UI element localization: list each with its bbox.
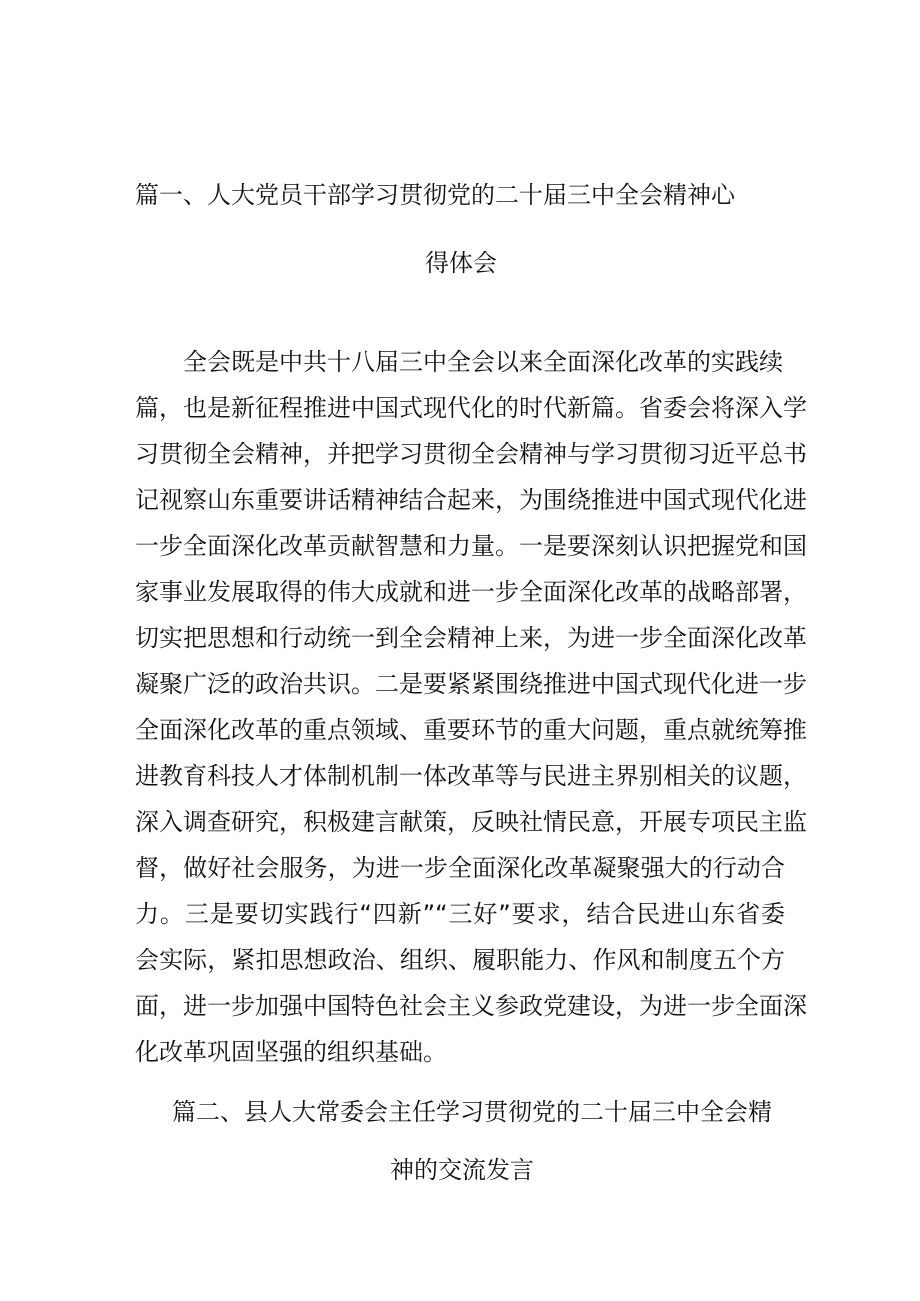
section-2-heading-line-2: 神的交流发言 xyxy=(390,1156,534,1184)
paragraph-line: 全会既是中共十八届三中全会以来全面深化改革的实践续 xyxy=(183,348,783,376)
paragraph-line: 习贯彻全会精神，并把学习贯彻全会精神与学习贯彻习近平总书 xyxy=(135,440,807,468)
paragraph-line: 全面深化改革的重点领域、重要环节的重大问题，重点就统筹推 xyxy=(135,716,807,744)
paragraph-line: 篇，也是新征程推进中国式现代化的时代新篇。省委会将深入学 xyxy=(135,394,807,422)
section-1-heading-line-2: 得体会 xyxy=(425,249,497,277)
paragraph-line: 面，进一步加强中国特色社会主义参政党建设，为进一步全面深 xyxy=(135,992,807,1020)
paragraph-line: 进教育科技人才体制机制一体改革等与民进主界别相关的议题， xyxy=(135,762,807,790)
paragraph-line: 凝聚广泛的政治共识。二是要紧紧围绕推进中国式现代化进一步 xyxy=(135,670,807,698)
paragraph-line: 家事业发展取得的伟大成就和进一步全面深化改革的战略部署， xyxy=(135,578,807,606)
paragraph-line: 一步全面深化改革贡献智慧和力量。一是要深刻认识把握党和国 xyxy=(135,532,807,560)
paragraph-line: 化改革巩固坚强的组织基础。 xyxy=(135,1038,447,1066)
section-1-heading-line-1: 篇一、人大党员干部学习贯彻党的二十届三中全会精神心 xyxy=(135,181,735,209)
paragraph-line: 会实际，紧扣思想政治、组织、履职能力、作风和制度五个方 xyxy=(135,946,785,974)
paragraph-line: 督，做好社会服务，为进一步全面深化改革凝聚强大的行动合 xyxy=(135,854,785,882)
paragraph-line: 切实把思想和行动统一到全会精神上来，为进一步全面深化改革 xyxy=(135,624,807,652)
paragraph-line: 记视察山东重要讲话精神结合起来，为围绕推进中国式现代化进 xyxy=(135,486,807,514)
paragraph-line: 深入调查研究，积极建言献策，反映社情民意，开展专项民主监 xyxy=(135,808,807,836)
paragraph-line: 力。三是要切实践行“四新”“三好”要求，结合民进山东省委 xyxy=(135,900,785,928)
section-2-heading-line-1: 篇二、县人大常委会主任学习贯彻党的二十届三中全会精 xyxy=(172,1098,772,1126)
